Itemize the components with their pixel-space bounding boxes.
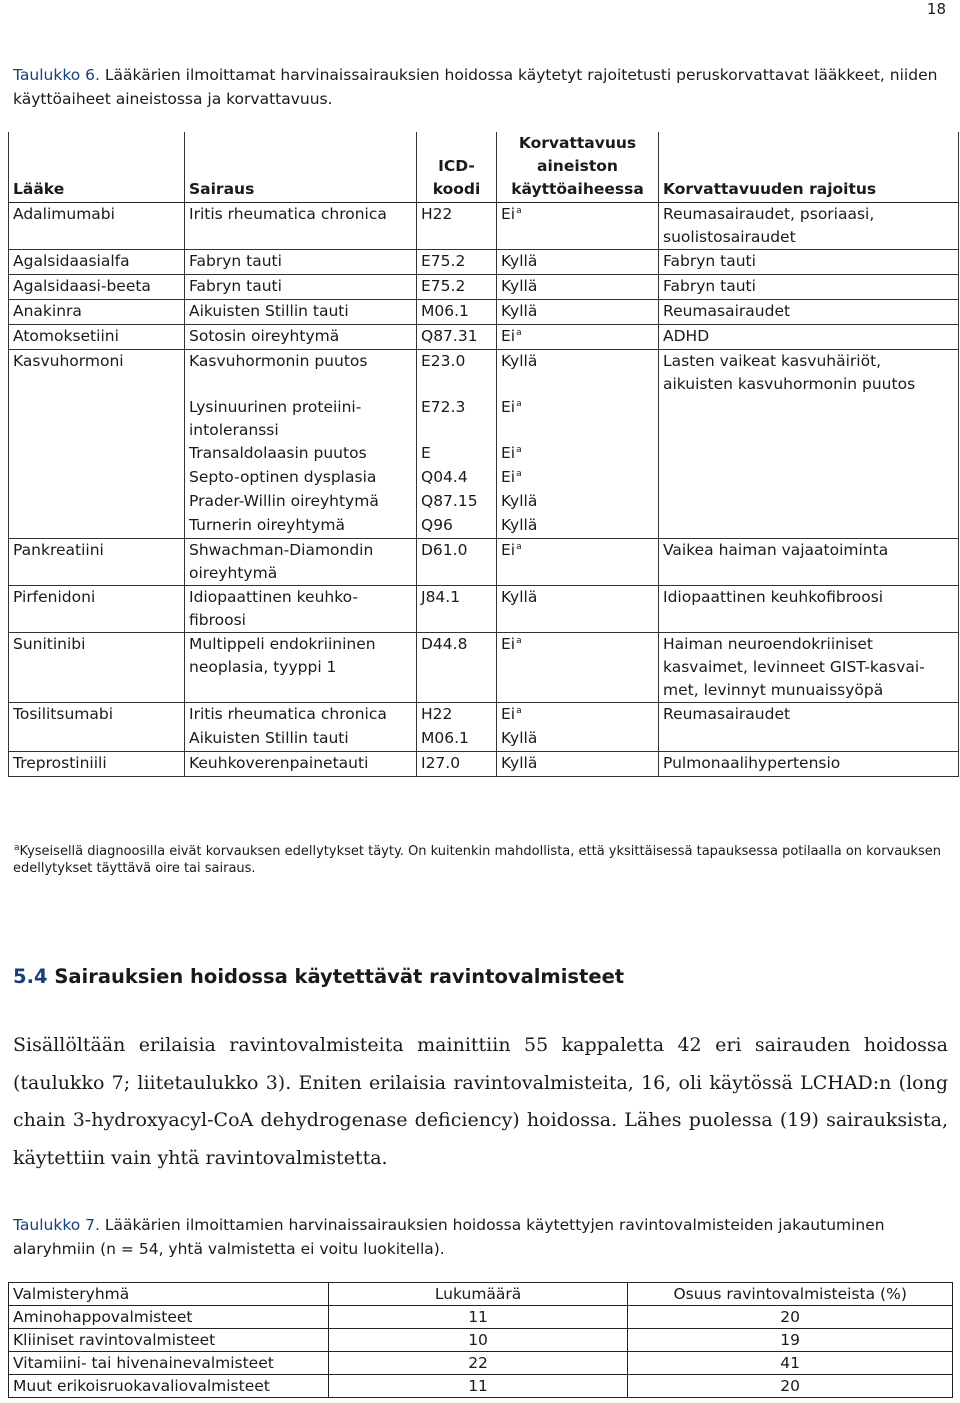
cell-disease: [185, 442, 417, 466]
cell-reimbursement-text: Kyllä: [501, 352, 538, 370]
cell-icd: [417, 727, 497, 752]
table7-body: [9, 1306, 953, 1398]
cell-icd: [417, 514, 497, 539]
table7-header-row: [9, 1283, 953, 1306]
footnote-text: Kyseisellä diagnoosilla eivät korvauksen edellytykset täyty. On kuitenkin mahdollista, että yksittäisessä tapauksessa potilaalla on korvauksen edellytykset täyttävä oire tai sairaus.: [13, 844, 941, 876]
cell-reimbursement: [497, 325, 659, 350]
table-row: [9, 300, 959, 325]
table-row: [9, 586, 959, 633]
cell-drug: [9, 633, 185, 703]
cell-share: 41: [628, 1352, 953, 1375]
cell-limit: [659, 586, 959, 633]
cell-icd: [417, 396, 497, 442]
table6-caption-text: Lääkärien ilmoittamat harvinaissairauksien hoidossa käytetyt rajoitetusti peruskorvattavat lääkkeet, niiden käyttöaiheet aineistossa ja korvattavuus.: [13, 66, 938, 108]
cell-reimbursement: [497, 275, 659, 300]
table-row: [9, 1375, 953, 1398]
cell-limit-text: Vaikea haiman vajaatoiminta: [663, 541, 889, 559]
cell-limit-text: Reumasairaudet: [663, 705, 791, 723]
cell-reimbursement: [497, 250, 659, 275]
cell-limit: [659, 275, 959, 300]
table7-caption-text: Lääkärien ilmoittamien harvinaissairauksien hoidossa käytettyjen ravintovalmisteiden jakautuminen alaryhmiin (n = 54, yhtä valmistetta ei voitu luokitella).: [13, 1216, 885, 1258]
header-reimbursement: [497, 132, 659, 203]
cell-limit: [659, 490, 959, 514]
cell-drug-text: Sunitinibi: [13, 635, 86, 653]
cell-limit: [659, 514, 959, 539]
superscript-a: a: [516, 328, 522, 338]
cell-disease: [185, 396, 417, 442]
cell-disease: [185, 539, 417, 586]
cell-drug-text: Pirfenidoni: [13, 588, 96, 606]
cell-reimbursement-text: Kyllä: [501, 252, 538, 270]
cell-limit: [659, 325, 959, 350]
cell-drug: [9, 396, 185, 442]
table7-caption: [13, 1213, 948, 1261]
cell-drug: [9, 727, 185, 752]
cell-reimbursement: [497, 703, 659, 728]
cell-limit: [659, 466, 959, 490]
cell-icd: [417, 300, 497, 325]
cell-icd-text: M06.1: [421, 302, 469, 320]
cell-disease: [185, 350, 417, 397]
cell-drug: [9, 275, 185, 300]
cell-disease-text: Transaldolaasin puutos: [189, 444, 367, 462]
superscript-a: a: [516, 399, 522, 409]
cell-disease-text: Lysinuurinen proteiini-intoleranssi: [189, 398, 362, 439]
cell-reimbursement-text: Ei: [501, 398, 516, 416]
table-row: [9, 350, 959, 397]
table-row: [9, 325, 959, 350]
cell-drug: [9, 490, 185, 514]
superscript-a: a: [516, 542, 522, 552]
cell-reimbursement: [497, 752, 659, 777]
cell-disease: [185, 203, 417, 250]
cell-drug-text: Agalsidaasialfa: [13, 252, 130, 270]
cell-limit-text: Reumasairaudet: [663, 302, 791, 320]
cell-icd-text: M06.1: [421, 729, 469, 747]
cell-drug-text: Kasvuhormoni: [13, 352, 124, 370]
header-icd-line1: ICD-: [438, 157, 475, 175]
cell-reimbursement: [497, 490, 659, 514]
cell-disease-text: Aikuisten Stillin tauti: [189, 729, 349, 747]
section-heading: [13, 965, 624, 988]
cell-icd: [417, 350, 497, 397]
cell-disease: [185, 633, 417, 703]
cell-reimbursement: [497, 442, 659, 466]
cell-share: 19: [628, 1329, 953, 1352]
cell-limit-text: Haiman neuroendokriiniset kasvaimet, levinneet GIST-kasvai-met, levinnyt munuaissyöpä: [663, 635, 925, 699]
cell-disease: [185, 250, 417, 275]
cell-limit: [659, 633, 959, 703]
cell-icd: [417, 442, 497, 466]
cell-drug-text: Pankreatiini: [13, 541, 104, 559]
header-icd-line2: koodi: [432, 180, 481, 198]
table6-caption: [13, 63, 948, 111]
table-row: [9, 442, 959, 466]
cell-count: 22: [328, 1352, 628, 1375]
header-icd: [417, 132, 497, 203]
cell-drug-text: Anakinra: [13, 302, 82, 320]
cell-icd-text: E75.2: [421, 252, 466, 270]
page-number: 18: [926, 0, 946, 18]
table-row: [9, 1306, 953, 1329]
cell-reimbursement-text: Ei: [501, 327, 516, 345]
table7-caption-label: Taulukko 7.: [13, 1216, 100, 1234]
cell-count: 11: [328, 1306, 628, 1329]
table6-header-row: [9, 132, 959, 203]
cell-limit: [659, 727, 959, 752]
cell-icd: [417, 703, 497, 728]
cell-disease-text: Iritis rheumatica chronica: [189, 205, 387, 223]
cell-drug: [9, 250, 185, 275]
superscript-a: a: [516, 445, 522, 455]
table-row: [9, 1329, 953, 1352]
section-number: 5.4: [13, 965, 48, 988]
cell-reimbursement: [497, 203, 659, 250]
cell-icd: [417, 325, 497, 350]
cell-disease: [185, 586, 417, 633]
cell-drug: [9, 466, 185, 490]
cell-limit: [659, 300, 959, 325]
cell-icd-text: D44.8: [421, 635, 468, 653]
cell-drug-text: Adalimumabi: [13, 205, 115, 223]
cell-icd-text: D61.0: [421, 541, 468, 559]
table-row: [9, 250, 959, 275]
table-row: [9, 490, 959, 514]
cell-disease: [185, 300, 417, 325]
cell-limit-text: Fabryn tauti: [663, 277, 756, 295]
cell-drug: [9, 325, 185, 350]
cell-reimbursement: [497, 300, 659, 325]
cell-disease-text: Fabryn tauti: [189, 252, 282, 270]
cell-limit: [659, 539, 959, 586]
table-row: [9, 203, 959, 250]
cell-icd-text: Q87.15: [421, 492, 478, 510]
table6-footnote: [13, 843, 948, 877]
table-row: [9, 752, 959, 777]
cell-reimbursement-text: Kyllä: [501, 588, 538, 606]
cell-limit: [659, 250, 959, 275]
table6-body: [9, 203, 959, 777]
header-drug: Lääke: [9, 132, 185, 203]
cell-reimbursement-text: Kyllä: [501, 516, 538, 534]
cell-reimbursement: [497, 539, 659, 586]
table7: [8, 1282, 953, 1398]
cell-reimbursement-text: Kyllä: [501, 492, 538, 510]
cell-disease: [185, 275, 417, 300]
cell-limit: [659, 703, 959, 728]
cell-disease-text: Fabryn tauti: [189, 277, 282, 295]
cell-disease: [185, 703, 417, 728]
table-row: [9, 633, 959, 703]
cell-drug-text: Treprostiniili: [13, 754, 107, 772]
table6: [8, 132, 959, 777]
cell-reimbursement-text: Ei: [501, 541, 516, 559]
cell-drug: [9, 752, 185, 777]
superscript-a: a: [516, 636, 522, 646]
footnote-mark: a: [14, 843, 20, 853]
section-paragraph: Sisällöltään erilaisia ravintovalmisteita mainittiin 55 kappaletta 42 eri sairauden hoidossa (taulukko 7; liitetaulukko 3). Eniten erilaisia ravintovalmisteita, 16, oli käytössä LCHAD:n (long chain 3-hydroxyacyl-CoA dehydrogenase deficiency) hoidossa. Lähes puolessa (19) sairauksista, käytettiin vain yhtä ravintovalmistetta.: [13, 1034, 948, 1169]
header-disease: Sairaus: [185, 132, 417, 203]
header-reimb-line1: Korvattavuus: [518, 134, 637, 152]
cell-limit-text: Lasten vaikeat kasvuhäiriöt, aikuisten kasvuhormonin puutos: [663, 352, 916, 393]
cell-disease-text: Keuhkoverenpainetauti: [189, 754, 369, 772]
cell-icd: [417, 250, 497, 275]
cell-limit-text: Idiopaattinen keuhkofibroosi: [663, 588, 884, 606]
cell-limit-text: Fabryn tauti: [663, 252, 756, 270]
table6-caption-label: Taulukko 6.: [13, 66, 100, 84]
cell-reimbursement-text: Kyllä: [501, 302, 538, 320]
cell-icd-text: E72.3: [421, 398, 466, 416]
cell-reimbursement-text: Ei: [501, 705, 516, 723]
cell-disease-text: Shwachman-Diamondin oireyhtymä: [189, 541, 374, 582]
cell-limit-text: Pulmonaalihypertensio: [663, 754, 841, 772]
cell-disease-text: Septo-optinen dysplasia: [189, 468, 377, 486]
cell-reimbursement-text: Kyllä: [501, 754, 538, 772]
cell-icd-text: J84.1: [421, 588, 461, 606]
table-row: [9, 1352, 953, 1375]
cell-group: Aminohappovalmisteet: [9, 1306, 329, 1329]
cell-limit: [659, 350, 959, 397]
cell-disease-text: Iritis rheumatica chronica: [189, 705, 387, 723]
header-count: Lukumäärä: [328, 1283, 628, 1306]
cell-disease-text: Turnerin oireyhtymä: [189, 516, 346, 534]
cell-reimbursement-text: Ei: [501, 205, 516, 223]
cell-reimbursement-text: Kyllä: [501, 277, 538, 295]
table-row: [9, 514, 959, 539]
cell-share: 20: [628, 1375, 953, 1398]
cell-icd-text: E: [421, 444, 431, 462]
cell-reimbursement: [497, 350, 659, 397]
header-reimb-line3: käyttöaiheessa: [511, 180, 644, 198]
cell-limit: [659, 396, 959, 442]
cell-disease-text: Sotosin oireyhtymä: [189, 327, 340, 345]
cell-icd-text: Q87.31: [421, 327, 478, 345]
cell-icd-text: H22: [421, 705, 453, 723]
cell-limit: [659, 442, 959, 466]
cell-reimbursement-text: Kyllä: [501, 729, 538, 747]
cell-limit-text: ADHD: [663, 327, 710, 345]
section-title: Sairauksien hoidossa käytettävät ravintovalmisteet: [47, 965, 625, 988]
cell-reimbursement: [497, 466, 659, 490]
cell-reimbursement-text: Ei: [501, 444, 516, 462]
cell-drug-text: Atomoksetiini: [13, 327, 119, 345]
header-group: Valmisteryhmä: [9, 1283, 329, 1306]
cell-icd: [417, 633, 497, 703]
cell-reimbursement: [497, 633, 659, 703]
cell-drug: [9, 350, 185, 397]
cell-disease-text: Kasvuhormonin puutos: [189, 352, 368, 370]
cell-disease-text: Idiopaattinen keuhko-fibroosi: [189, 588, 359, 629]
cell-drug: [9, 203, 185, 250]
table-row: [9, 727, 959, 752]
header-share: Osuus ravintovalmisteista (%): [628, 1283, 953, 1306]
cell-drug: [9, 514, 185, 539]
cell-drug-text: Agalsidaasi-beeta: [13, 277, 151, 295]
cell-reimbursement-text: Ei: [501, 635, 516, 653]
cell-disease: [185, 514, 417, 539]
cell-drug: [9, 442, 185, 466]
cell-drug: [9, 539, 185, 586]
cell-limit: [659, 752, 959, 777]
cell-icd-text: I27.0: [421, 754, 461, 772]
header-reimb-line2: aineiston: [537, 157, 618, 175]
cell-group: Kliiniset ravintovalmisteet: [9, 1329, 329, 1352]
cell-disease: [185, 727, 417, 752]
superscript-a: a: [516, 469, 522, 479]
cell-disease-text: Aikuisten Stillin tauti: [189, 302, 349, 320]
cell-icd: [417, 203, 497, 250]
cell-reimbursement: [497, 396, 659, 442]
cell-icd: [417, 539, 497, 586]
cell-icd: [417, 586, 497, 633]
cell-icd: [417, 466, 497, 490]
cell-drug: [9, 703, 185, 728]
cell-count: 11: [328, 1375, 628, 1398]
cell-icd: [417, 752, 497, 777]
cell-disease: [185, 490, 417, 514]
cell-icd-text: H22: [421, 205, 453, 223]
cell-drug: [9, 586, 185, 633]
superscript-a: a: [516, 706, 522, 716]
cell-icd-text: Q96: [421, 516, 453, 534]
table-row: [9, 466, 959, 490]
cell-reimbursement: [497, 586, 659, 633]
cell-group: Muut erikoisruokavaliovalmisteet: [9, 1375, 329, 1398]
table-row: [9, 703, 959, 728]
cell-disease: [185, 752, 417, 777]
cell-icd-text: E75.2: [421, 277, 466, 295]
cell-icd-text: E23.0: [421, 352, 466, 370]
cell-icd: [417, 490, 497, 514]
cell-disease-text: Multippeli endokriininen neoplasia, tyyppi 1: [189, 635, 376, 676]
cell-reimbursement-text: Ei: [501, 468, 516, 486]
cell-drug: [9, 300, 185, 325]
cell-reimbursement: [497, 514, 659, 539]
cell-group: Vitamiini- tai hivenainevalmisteet: [9, 1352, 329, 1375]
cell-disease-text: Prader-Willin oireyhtymä: [189, 492, 379, 510]
cell-disease: [185, 466, 417, 490]
cell-icd-text: Q04.4: [421, 468, 468, 486]
header-limit: Korvattavuuden rajoitus: [659, 132, 959, 203]
cell-count: 10: [328, 1329, 628, 1352]
cell-disease: [185, 325, 417, 350]
cell-share: 20: [628, 1306, 953, 1329]
table-row: [9, 275, 959, 300]
cell-limit-text: Reumasairaudet, psoriaasi, suolistosairaudet: [663, 205, 875, 246]
cell-icd: [417, 275, 497, 300]
cell-drug-text: Tosilitsumabi: [13, 705, 114, 723]
cell-reimbursement: [497, 727, 659, 752]
table-row: [9, 539, 959, 586]
superscript-a: a: [516, 206, 522, 216]
table-row: [9, 396, 959, 442]
cell-limit: [659, 203, 959, 250]
